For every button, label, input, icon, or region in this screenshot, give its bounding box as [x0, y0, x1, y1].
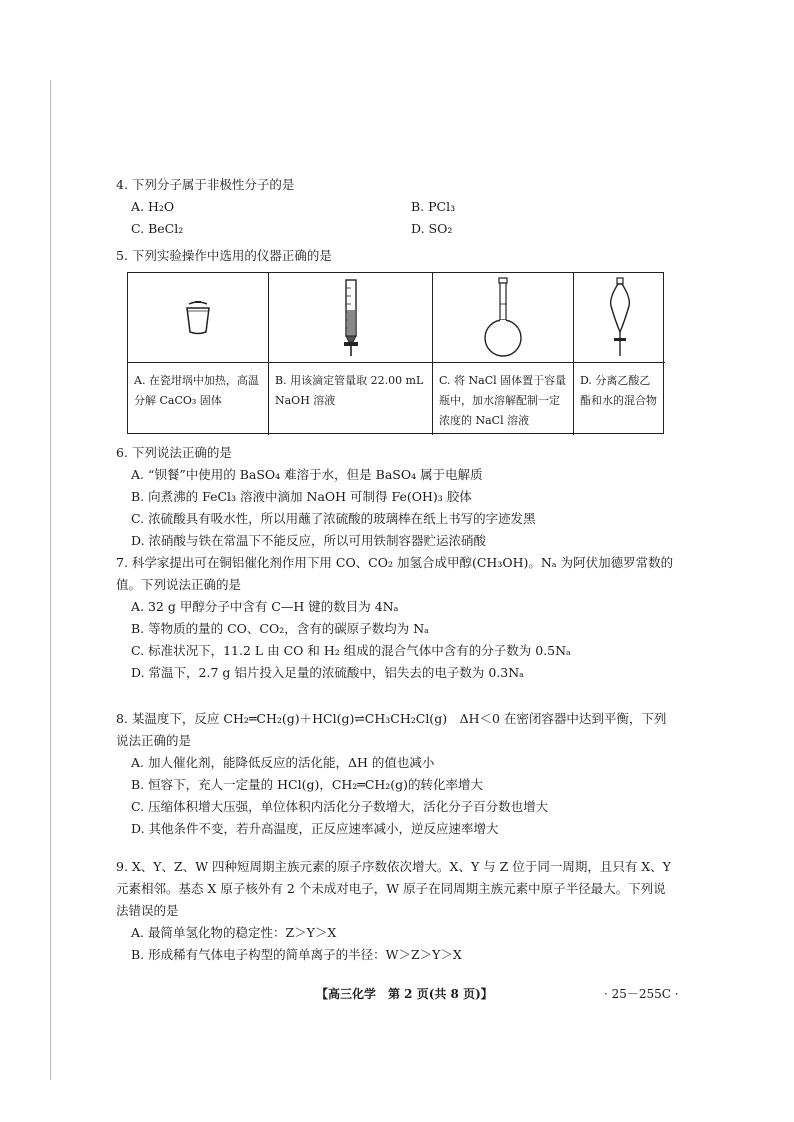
- apparatus-cell-a-image: [128, 273, 269, 363]
- apparatus-cell-c-image: [433, 273, 574, 363]
- apparatus-cell-d-text: D. 分离乙酸乙酯和水的混合物: [580, 374, 657, 407]
- question-8-option-d: D. 其他条件不变，若升高温度，正反应速率减小，逆反应速率增大: [131, 821, 499, 836]
- question-6-stem: 6. 下列说法正确的是: [116, 445, 232, 460]
- apparatus-cell-b-image: [269, 273, 433, 363]
- question-8-option-b: B. 恒容下，充人一定量的 HCl(g)，CH₂═CH₂(g)的转化率增大: [131, 777, 484, 792]
- footer-page-label: 【高三化学 第 2 页(共 8 页)】: [316, 987, 493, 1001]
- question-5-stem: 5. 下列实验操作中选用的仪器正确的是: [116, 248, 332, 263]
- question-9: [116, 856, 676, 966]
- question-4-option-a: A. H₂O: [131, 199, 175, 214]
- apparatus-cell-a-text: A. 在瓷坩埚中加热，高温分解 CaCO₃ 固体: [128, 363, 269, 435]
- question-8-option-c: C. 压缩体积增大压强，单位体积内活化分子数增大，活化分子百分数也增大: [131, 799, 549, 814]
- question-5: [116, 245, 676, 267]
- apparatus-table: [127, 272, 664, 434]
- question-8-option-a: A. 加人催化剂，能降低反应的活化能，ΔH 的值也减小: [131, 755, 435, 770]
- apparatus-cell-d-image: [574, 273, 665, 363]
- crucible-icon: [183, 298, 213, 338]
- question-6-option-a: A. “钡餐”中使用的 BaSO₄ 难溶于水，但是 BaSO₄ 属于电解质: [131, 467, 483, 482]
- question-9-stem: 9. X、Y、Z、W 四种短周期主族元素的原子序数依次增大。X、Y 与 Z 位于同一周期，且只有 X、Y 元素相邻。基态 X 原子核外有 2 个未成对电子，W 原子在同周期主族元素中原子半径最大。下列说法错误的是: [116, 859, 671, 918]
- question-7-option-a: A. 32 g 甲醇分子中含有 C—H 键的数目为 4Nₐ: [131, 599, 399, 614]
- question-6-option-b: B. 向煮沸的 FeCl₃ 溶液中滴加 NaOH 可制得 Fe(OH)₃ 胶体: [131, 489, 472, 504]
- separatory-funnel-icon: [605, 276, 635, 360]
- question-6-option-d: D. 浓硝酸与铁在常温下不能反应，所以可用铁制容器贮运浓硝酸: [131, 533, 487, 548]
- burette-icon: [336, 276, 366, 360]
- question-4-stem: 4. 下列分子属于非极性分子的是: [116, 177, 295, 192]
- volumetric-flask-icon: [481, 276, 525, 360]
- question-7-stem: 7. 科学家提出可在铜铝催化剂作用下用 CO、CO₂ 加氢合成甲醇(CH₃OH)。Nₐ 为阿伏加德罗常数的值。下列说法正确的是: [116, 555, 674, 592]
- apparatus-cell-c-text: C. 将 NaCl 固体置于容量瓶中，加水溶解配制一定浓度的 NaCl 溶液: [433, 363, 574, 435]
- question-4-option-d: D. SO₂: [411, 221, 453, 236]
- question-8-stem: 8. 某温度下，反应 CH₂═CH₂(g)＋HCl(g)⇌CH₃CH₂Cl(g) ΔH＜0 在密闭容器中达到平衡，下列说法正确的是: [116, 711, 667, 748]
- question-4-option-b: B. PCl₃: [411, 199, 456, 214]
- question-8: [116, 708, 676, 840]
- question-7-option-c: C. 标准状况下，11.2 L 由 CO 和 H₂ 组成的混合气体中含有的分子数为 0.5Nₐ: [131, 643, 571, 658]
- question-4-option-c: C. BeCl₂: [131, 221, 184, 236]
- question-6-option-c: C. 浓硫酸具有吸水性，所以用蘸了浓硫酸的玻璃棒在纸上书写的字迹发黑: [131, 511, 536, 526]
- question-9-option-b: B. 形成稀有气体电子构型的简单离子的半径：W＞Z＞Y＞X: [131, 947, 462, 962]
- apparatus-cell-b-text: B. 用该滴定管量取 22.00 mL NaOH 溶液: [269, 363, 433, 435]
- question-7-option-b: B. 等物质的量的 CO、CO₂，含有的碳原子数均为 Nₐ: [131, 621, 429, 636]
- question-9-option-a: A. 最简单氢化物的稳定性：Z＞Y＞X: [131, 925, 337, 940]
- question-7: [116, 552, 676, 684]
- footer-code: · 25－255C ·: [604, 987, 679, 1001]
- question-4: [116, 174, 676, 240]
- question-7-option-d: D. 常温下，2.7 g 铝片投入足量的浓硫酸中，铝失去的电子数为 0.3Nₐ: [131, 665, 524, 680]
- question-6: [116, 442, 676, 552]
